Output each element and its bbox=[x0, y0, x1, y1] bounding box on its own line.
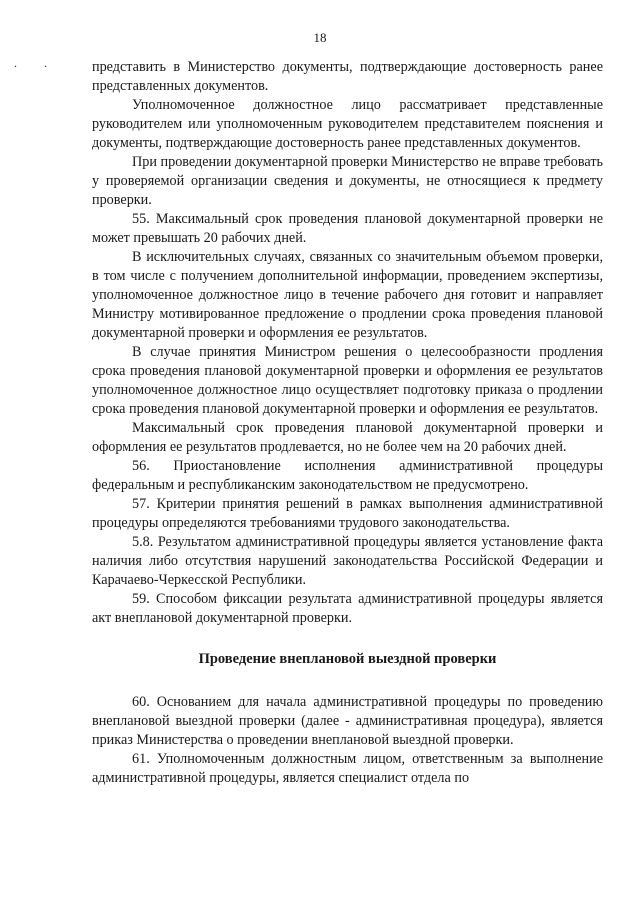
paragraph: В исключительных случаях, связанных со значительным объемом проверки, в том числе с получением дополнительной информации, проведением экспертизы, уполномоченное должностное лицо в течение рабочего дня готовит и направляет Министру мотивированное предложение о продлении срока проведения плановой документарной проверки и оформления ее результатов. bbox=[92, 249, 603, 341]
page-number: 18 bbox=[313, 30, 327, 45]
paragraph-61: 61. Уполномоченным должностным лицом, ответственным за выполнение административной процедуры, является специалист отдела по bbox=[92, 751, 603, 786]
paragraph: представить в Министерство документы, подтверждающие достоверность ранее представленных документов. bbox=[92, 59, 603, 94]
section-heading: Проведение внеплановой выездной проверки bbox=[198, 651, 497, 667]
paragraph-57: 57. Критерии принятия решений в рамках выполнения административной процедуры определяются требованиями трудового законодательства. bbox=[92, 496, 603, 531]
scan-marks: . . bbox=[14, 56, 59, 70]
paragraph-56: 56. Приостановление исполнения административной процедуры федеральным и республиканским законодательством не предусмотрено. bbox=[92, 458, 603, 493]
paragraph-55: 55. Максимальный срок проведения плановой документарной проверки не может превышать 20 рабочих дней. bbox=[92, 211, 603, 246]
paragraph-60: 60. Основанием для начала административной процедуры по проведению внеплановой выездной проверки (далее - административная процедура), является приказ Министерства о проведении внеплановой выездной проверки. bbox=[92, 694, 603, 748]
paragraph: В случае принятия Министром решения о целесообразности продления срока проведения плановой документарной проверки и оформления ее результатов уполномоченное должностное лицо осуществляет подготовку приказа о продлении срока проведения плановой документарной проверки и оформления ее результатов. bbox=[92, 344, 603, 417]
paragraph: При проведении документарной проверки Министерство не вправе требовать у проверяемой организации сведения и документы, не относящиеся к предмету проверки. bbox=[92, 154, 603, 208]
paragraph: Уполномоченное должностное лицо рассматривает представленные руководителем или уполномоченным руководителем представителем пояснения и документы, подтверждающие достоверность ранее представленных документов. bbox=[92, 97, 603, 151]
paragraph-59: 59. Способом фиксации результата административной процедуры является акт внеплановой документарной проверки. bbox=[92, 591, 603, 626]
document-body bbox=[92, 58, 603, 788]
paragraph: Максимальный срок проведения плановой документарной проверки и оформления ее результатов продлевается, но не более чем на 20 рабочих дней. bbox=[92, 420, 603, 455]
paragraph-58: 5.8. Результатом административной процедуры является установление факта наличия либо отсутствия нарушений законодательства Российской Федерации и Карачаево-Черкесской Республики. bbox=[92, 534, 603, 588]
